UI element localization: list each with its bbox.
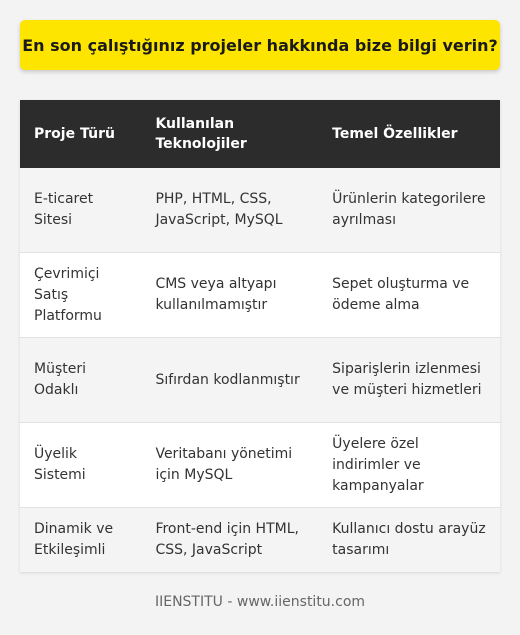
cell-technologies: Veritabanı yönetimi için MySQL: [141, 423, 318, 508]
header-technologies: Kullanılan Teknolojiler: [141, 100, 318, 168]
cell-project-type: Dinamik ve Etkileşimli: [20, 508, 141, 573]
footer-credit: IIENSTITU - www.iienstitu.com: [154, 594, 366, 610]
cell-project-type: Müşteri Odaklı: [20, 338, 141, 423]
table-header-row: [20, 100, 500, 168]
cell-features: Sepet oluşturma ve ödeme alma: [318, 253, 500, 338]
table-row: [20, 338, 500, 423]
cell-technologies: CMS veya altyapı kullanılmamıştır: [141, 253, 318, 338]
page-title: En son çalıştığınız projeler hakkında bize bilgi verin?: [22, 35, 498, 55]
header-features: Temel Özellikler: [318, 100, 500, 168]
cell-features: Ürünlerin kategorilere ayrılması: [318, 168, 500, 253]
cell-project-type: Üyelik Sistemi: [20, 423, 141, 508]
cell-features: Üyelere özel indirimler ve kampanyalar: [318, 423, 500, 508]
cell-features: Kullanıcı dostu arayüz tasarımı: [318, 508, 500, 573]
table-row: [20, 508, 500, 573]
table-row: [20, 168, 500, 253]
cell-technologies: Front-end için HTML, CSS, JavaScript: [141, 508, 318, 573]
title-banner: [20, 20, 500, 70]
header-project-type: Proje Türü: [20, 100, 141, 168]
cell-project-type: E-ticaret Sitesi: [20, 168, 141, 253]
cell-features: Siparişlerin izlenmesi ve müşteri hizmetleri: [318, 338, 500, 423]
table-row: [20, 423, 500, 508]
projects-table: [20, 100, 500, 572]
cell-technologies: Sıfırdan kodlanmıştır: [141, 338, 318, 423]
cell-technologies: PHP, HTML, CSS, JavaScript, MySQL: [141, 168, 318, 253]
cell-project-type: Çevrimiçi Satış Platformu: [20, 253, 141, 338]
table-row: [20, 253, 500, 338]
